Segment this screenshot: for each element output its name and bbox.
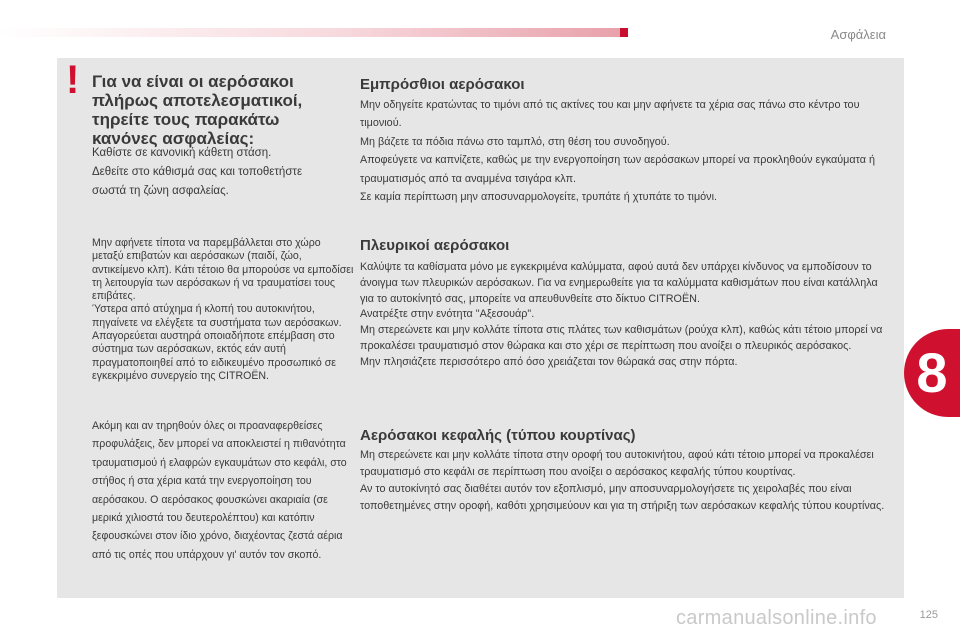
header-accent-bar bbox=[0, 28, 620, 37]
header-accent-marker bbox=[620, 28, 628, 37]
chapter-number: 8 bbox=[916, 341, 948, 404]
safety-rules-intro bbox=[92, 144, 332, 201]
watermark: carmanualsonline.info bbox=[676, 607, 877, 629]
side-paragraph: Μην πλησιάζετε περισσότερο από όσο χρειάζεται τον θώρακά σας στην πόρτα. bbox=[360, 355, 738, 368]
side-paragraph: Καλύψτε τα καθίσματα μόνο με εγκεκριμένα καλύμματα, αφού αυτά δεν υπάρχει κίνδυνος να εμποδίσουν το άνοιγμα των πλευρικών αερόσακων. Για να ενημερωθείτε για τα καλύμματα καθισμάτων που είναι κατάλληλα για το αυτοκίνητό σας, μπορείτε να απευθυνθείτε στο δίκτυο CITROËN. bbox=[360, 261, 878, 305]
side-airbags-text bbox=[360, 260, 892, 371]
front-airbags-title: Εμπρόσθιοι αερόσακοι bbox=[360, 76, 525, 93]
page-number: 125 bbox=[919, 609, 938, 621]
curtain-paragraph: Μη στερεώνετε και μην κολλάτε τίποτα στην οροφή του αυτοκινήτου, αφού κάτι τέτοιο μπορεί να προκαλέσει τραυματισμό στο κεφάλι σε περίπτωση που ανοίξει ο αερόσακος κεφαλής τύπου κουρτίνας. bbox=[360, 449, 874, 478]
alert-icon: ! bbox=[66, 58, 80, 102]
curtain-airbags-text bbox=[360, 447, 892, 515]
warning-paragraph: Μην αφήνετε τίποτα να παρεμβάλλεται στο χώρο μεταξύ επιβατών και αερόσακων (παιδί, ζώο, αντικείμενο κλπ). Κάτι τέτοιο θα μπορούσε να εμποδίσει τη λειτουργία των αερόσακων ή να τραυματίσει τους επιβάτες. bbox=[92, 237, 354, 303]
front-paragraph: Αποφεύγετε να καπνίζετε, καθώς με την ενεργοποίηση των αερόσακων μπορεί να προκληθούν εγκαύματα ή τραυματισμός από τα αναμμένα τσιγάρα κλπ. bbox=[360, 154, 876, 185]
front-paragraph: Μη βάζετε τα πόδια πάνω στο ταμπλό, στη θέση του συνοδηγού. bbox=[360, 135, 670, 148]
intro-line: Καθίστε σε κανονική κάθετη στάση. bbox=[92, 147, 272, 159]
front-paragraph: Μην οδηγείτε κρατώντας το τιμόνι από τις ακτίνες του και μην αφήνετε τα χέρια σας πάνω στο κέντρο του τιμονιού. bbox=[360, 99, 860, 130]
safety-rules-title: Για να είναι οι αερόσακοι πλήρως αποτελεσματικοί, τηρείτε τους παρακάτω κανόνες ασφαλείας: bbox=[92, 72, 303, 148]
side-airbags-title: Πλευρικοί αερόσακοι bbox=[360, 237, 510, 254]
warning-text bbox=[92, 237, 354, 383]
front-airbags-text bbox=[360, 96, 892, 206]
warning-paragraph: Απαγορεύεται αυστηρά οποιαδήποτε επέμβαση στο σύστημα των αερόσακων, εκτός εάν αυτή πραγματοποιηθεί από το ειδικευμένο προσωπικό σε εγκεκριμένο συνεργείο της CITROËN. bbox=[92, 330, 337, 382]
caution-text bbox=[92, 417, 354, 564]
caution-paragraph: Ακόμη και αν τηρηθούν όλες οι προαναφερθείσες προφυλάξεις, δεν μπορεί να αποκλειστεί η πιθανότητα τραυματισμού ή ελαφρών εγκαυμάτων στο κεφάλι, στο στήθος ή στα χέρια κατά την ενεργοποίηση του αερόσακου. Ο αερόσακος φουσκώνει ακαριαία (σε μερικά χιλιοστά του δευτερολέπτου) και κατόπιν ξεφουσκώνει στον ίδιο χρόνο, διαχέοντας ζεστά αέρια από τις οπές που υπάρχουν γι' αυτόν τον σκοπό. bbox=[92, 420, 347, 561]
side-paragraph: Μη στερεώνετε και μην κολλάτε τίποτα στις πλάτες των καθισμάτων (ρούχα κλπ), καθώς κάτι τέτοιο μπορεί να προκαλέσει τραυματισμό στον θώρακα και στο χέρι σε περίπτωση που ανοίξει ο πλευρικός αερόσακος. bbox=[360, 324, 883, 352]
warning-paragraph: Ύστερα από ατύχημα ή κλοπή του αυτοκινήτου, πηγαίνετε να ελέγξετε τα συστήματα των αερόσακων. bbox=[92, 303, 342, 329]
curtain-airbags-title: Αερόσακοι κεφαλής (τύπου κουρτίνας) bbox=[360, 427, 636, 444]
front-paragraph: Σε καμία περίπτωση μην αποσυναρμολογείτε, τρυπάτε ή χτυπάτε το τιμόνι. bbox=[360, 191, 717, 204]
section-title: Ασφάλεια bbox=[830, 27, 886, 42]
intro-line: Δεθείτε στο κάθισμά σας και τοποθετήστε σωστά τη ζώνη ασφαλείας. bbox=[92, 166, 303, 197]
side-paragraph: Ανατρέξτε στην ενότητα "Αξεσουάρ". bbox=[360, 308, 535, 321]
curtain-paragraph: Αν το αυτοκίνητό σας διαθέτει αυτόν τον εξοπλισμό, μην αποσυναρμολογήσετε τις χειρολαβές που είναι τοποθετημένες στην οροφή, καθότι χρησιμεύουν και για τη στήριξη των αερόσακων κεφαλής τύπου κουρτίνας. bbox=[360, 483, 885, 512]
